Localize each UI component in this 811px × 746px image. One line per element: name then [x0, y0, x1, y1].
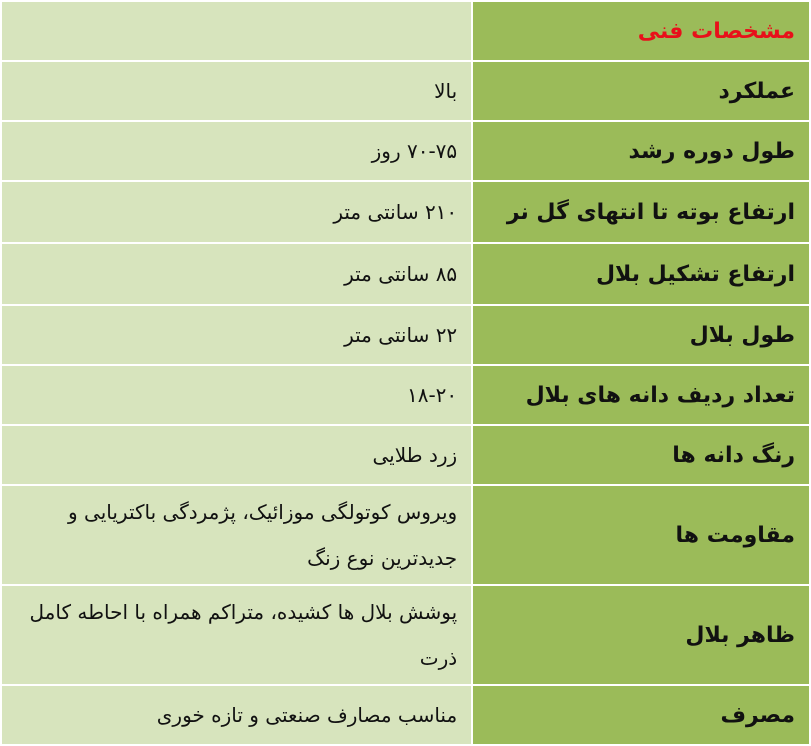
row-label: عملکرد — [472, 61, 810, 121]
table-header-row — [1, 1, 810, 61]
header-value-cell — [1, 1, 472, 61]
row-label: ظاهر بلال — [472, 585, 810, 685]
row-value: پوشش بلال ها کشیده، متراکم همراه با احاطه کامل ذرت — [1, 585, 472, 685]
table-row — [1, 485, 810, 585]
row-value: ۱۸-۲۰ — [1, 365, 472, 425]
row-value: زرد طلایی — [1, 425, 472, 485]
row-value: بالا — [1, 61, 472, 121]
row-label: ارتفاع بوته تا انتهای گل نر — [472, 181, 810, 243]
row-value: ۲۲ سانتی متر — [1, 305, 472, 365]
row-label: رنگ دانه ها — [472, 425, 810, 485]
row-value: ۸۵ سانتی متر — [1, 243, 472, 305]
table-row — [1, 181, 810, 243]
row-value: ویروس کوتولگی موزائیک، پژمردگی باکتریایی و جدیدترین نوع زنگ — [1, 485, 472, 585]
row-label: طول دوره رشد — [472, 121, 810, 181]
table-row — [1, 61, 810, 121]
table-row — [1, 425, 810, 485]
table-row — [1, 685, 810, 745]
row-label: مقاومت ها — [472, 485, 810, 585]
table-row — [1, 365, 810, 425]
header-label: مشخصات فنی — [472, 1, 810, 61]
table-row — [1, 305, 810, 365]
row-value: ۷۰-۷۵ روز — [1, 121, 472, 181]
row-label: طول بلال — [472, 305, 810, 365]
table-row — [1, 243, 810, 305]
row-value: مناسب مصارف صنعتی و تازه خوری — [1, 685, 472, 745]
row-label: مصرف — [472, 685, 810, 745]
row-label: تعداد ردیف دانه های بلال — [472, 365, 810, 425]
row-label: ارتفاع تشکیل بلال — [472, 243, 810, 305]
table-row — [1, 585, 810, 685]
table-row — [1, 121, 810, 181]
row-value: ۲۱۰ سانتی متر — [1, 181, 472, 243]
